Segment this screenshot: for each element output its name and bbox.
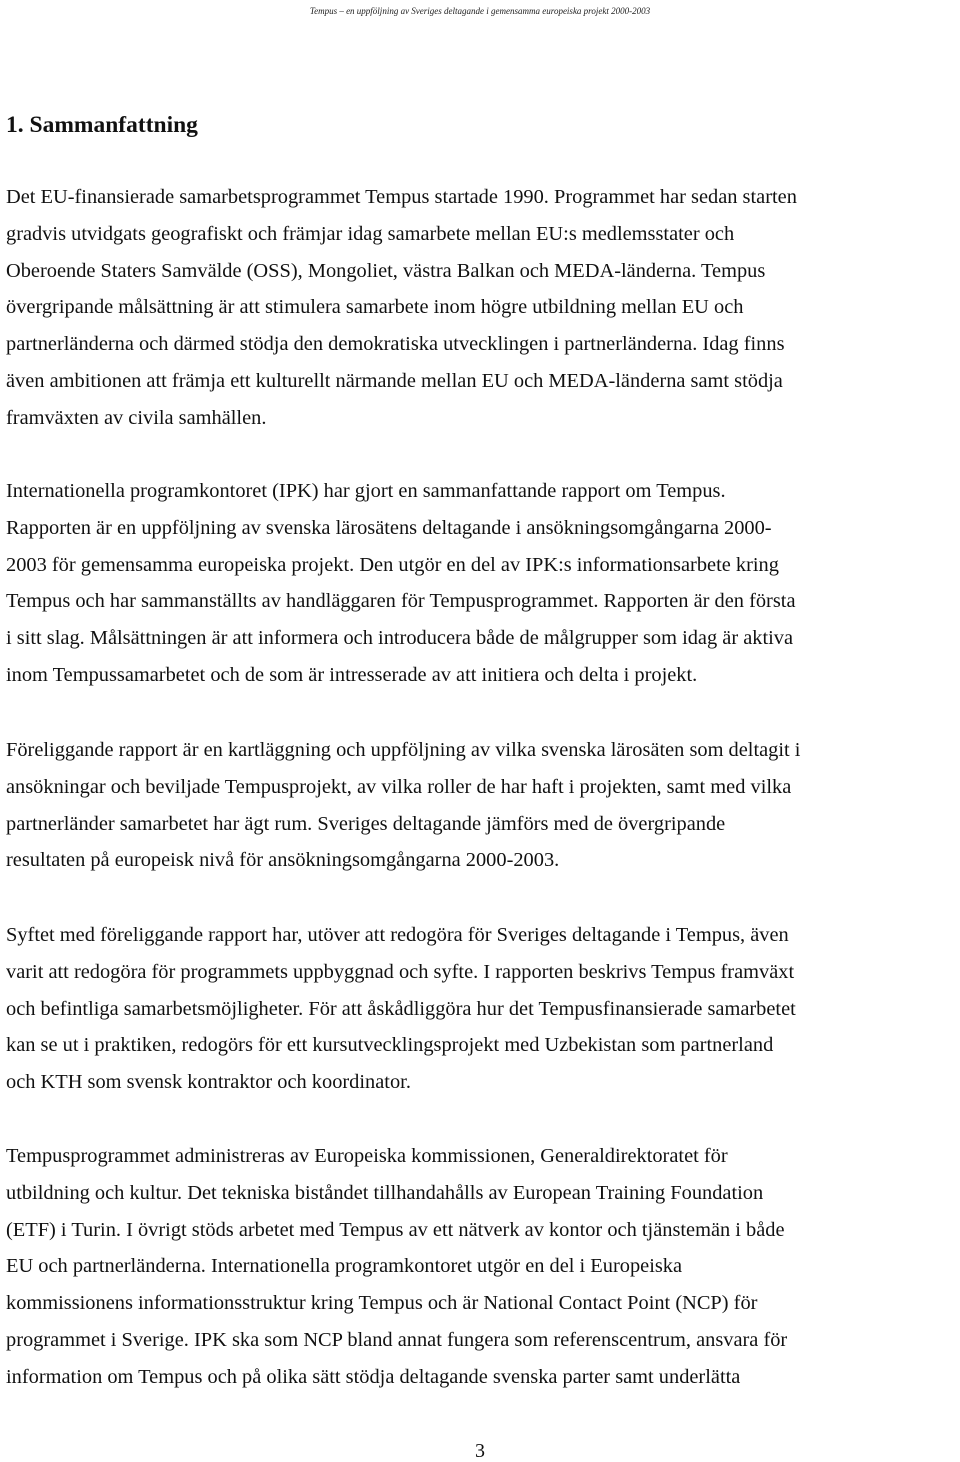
- text-line: kan se ut i praktiken, redogörs för ett kursutvecklingsprojekt med Uzbekistan som partnerland: [6, 1034, 774, 1057]
- text-line: övergripande målsättning är att stimulera samarbete inom högre utbildning mellan EU och: [6, 296, 744, 319]
- text-line: (ETF) i Turin. I övrigt stöds arbetet med Tempus av ett nätverk av kontor och tjänstemän i både: [6, 1218, 785, 1241]
- section-heading: 1. Sammanfattning: [6, 112, 198, 138]
- text-line: i sitt slag. Målsättningen är att informera och introducera både de målgrupper som idag är aktiva: [6, 627, 794, 650]
- text-line: partnerländerna och därmed stödja den demokratiska utvecklingen i partnerländerna. Idag finns: [6, 333, 785, 356]
- text-line: utbildning och kultur. Det tekniska biståndet tillhandahålls av European Training Foundation: [6, 1181, 764, 1204]
- text-line: information om Tempus och på olika sätt stödja deltagande svenska parter samt underlätta: [6, 1365, 741, 1388]
- text-line: EU och partnerländerna. Internationella programkontoret utgör en del i Europeiska: [6, 1255, 683, 1278]
- text-line: Föreliggande rapport är en kartläggning och uppföljning av vilka svenska lärosäten som deltagit i: [6, 739, 801, 761]
- text-line: programmet i Sverige. IPK ska som NCP bland annat fungera som referenscentrum, ansvara för: [6, 1328, 788, 1351]
- text-line: gradvis utvidgats geografiskt och främjar idag samarbete mellan EU:s medlemsstater och: [6, 222, 735, 245]
- text-line: resultaten på europeisk nivå för ansökningsomgångarna 2000-2003.: [6, 849, 560, 872]
- text-line: och befintliga samarbetsmöjligheter. För att åskådliggöra hur det Tempusfinansierade samarbetet: [6, 997, 796, 1020]
- text-line: och KTH som svensk kontraktor och koordinator.: [6, 1071, 411, 1094]
- paragraph-1: [6, 179, 956, 437]
- text-line: varit att redogöra för programmets uppbyggnad och syfte. I rapporten beskrivs Tempus framväxt: [6, 960, 795, 983]
- text-line: partnerländer samarbetet har ägt rum. Sveriges deltagande jämförs med de övergripande: [6, 812, 726, 835]
- text-line: Rapporten är en uppföljning av svenska lärosätens deltagande i ansökningsomgångarna 2000-: [6, 516, 772, 539]
- text-line: 2003 för gemensamma europeiska projekt. Den utgör en del av IPK:s informationsarbete kring: [6, 553, 779, 576]
- paragraph-3: [6, 732, 956, 879]
- text-line: även ambitionen att främja ett kulturellt närmande mellan EU och MEDA-länderna samt stödja: [6, 369, 783, 392]
- text-line: Det EU-finansierade samarbetsprogrammet Tempus startade 1990. Programmet har sedan starten: [6, 186, 797, 208]
- text-line: Internationella programkontoret (IPK) har gjort en sammanfattande rapport om Tempus.: [6, 480, 726, 502]
- page-number: 3: [475, 1440, 485, 1462]
- text-line: Syftet med föreliggande rapport har, utöver att redogöra för Sveriges deltagande i Tempus, även: [6, 924, 789, 946]
- paragraph-4: [6, 917, 956, 1101]
- text-line: framväxten av civila samhällen.: [6, 406, 267, 429]
- paragraph-2: [6, 473, 956, 694]
- text-line: kommissionens informationsstruktur kring Tempus och är National Contact Point (NCP) för: [6, 1292, 758, 1315]
- paragraph-5: [6, 1138, 956, 1396]
- text-line: ansökningar och beviljade Tempusprojekt, av vilka roller de har haft i projekten, samt med vilka: [6, 775, 792, 798]
- running-header: Tempus – en uppföljning av Sveriges deltagande i gemensamma europeiska projekt 2000-2003: [309, 6, 651, 16]
- text-line: inom Tempussamarbetet och de som är intresserade av att initiera och delta i projekt.: [6, 663, 698, 686]
- text-line: Oberoende Staters Samvälde (OSS), Mongoliet, västra Balkan och MEDA-länderna. Tempus: [6, 259, 766, 282]
- text-line: Tempusprogrammet administreras av Europeiska kommissionen, Generaldirektoratet för: [6, 1145, 728, 1167]
- text-line: Tempus och har sammanställts av handläggaren för Tempusprogrammet. Rapporten är den första: [6, 590, 796, 613]
